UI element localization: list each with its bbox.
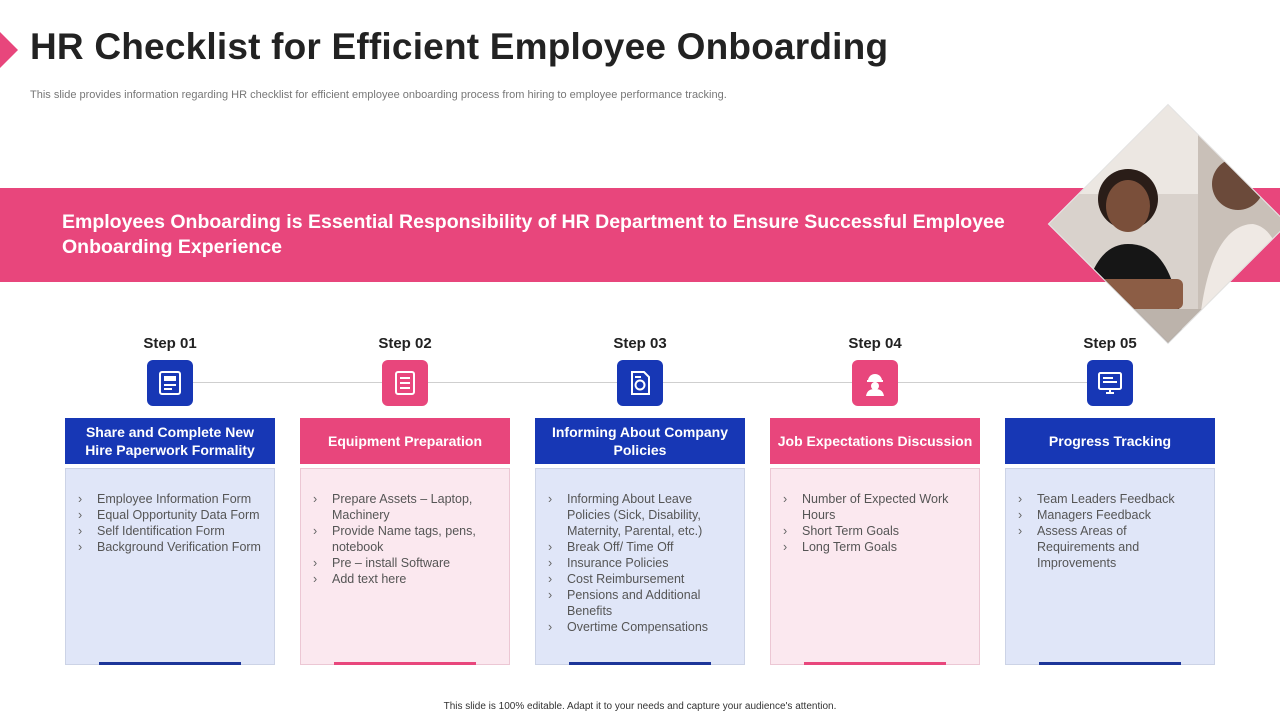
list-item: › Assess Areas of Requirements and Improvements — [1018, 523, 1204, 571]
step-label: Step 05 — [1083, 335, 1137, 352]
list-item: › Pensions and Additional Benefits — [548, 587, 734, 619]
card-bottom-bar — [569, 662, 711, 665]
list-item: › Cost Reimbursement — [548, 571, 734, 587]
step-heading: Share and Complete New Hire Paperwork Formality — [65, 418, 275, 464]
step-heading: Informing About Company Policies — [535, 418, 745, 464]
progress-monitor-icon — [1087, 360, 1133, 406]
step-card — [535, 468, 745, 665]
card-bottom-bar — [99, 662, 241, 665]
list-item: › Equal Opportunity Data Form — [78, 507, 264, 523]
card-bottom-bar — [1039, 662, 1181, 665]
photo-illustration — [1048, 104, 1280, 344]
list-item: › Insurance Policies — [548, 555, 734, 571]
step-label: Step 03 — [613, 335, 667, 352]
list-item: › Pre – install Software — [313, 555, 499, 571]
list-item: › Add text here — [313, 571, 499, 587]
step-card — [1005, 468, 1215, 665]
page-title: HR Checklist for Efficient Employee Onboarding — [30, 26, 889, 67]
page-subtitle: This slide provides information regarding HR checklist for efficient employee onboarding process from hiring to employee performance tracking. — [30, 89, 727, 101]
list-item: › Long Term Goals — [783, 539, 969, 555]
list-item: › Prepare Assets – Laptop, Machinery — [313, 491, 499, 523]
team-photo — [1048, 104, 1280, 344]
document-form-icon — [147, 360, 193, 406]
list-item: › Self Identification Form — [78, 523, 264, 539]
policy-document-icon — [617, 360, 663, 406]
step-card — [770, 468, 980, 665]
list-item: › Break Off/ Time Off — [548, 539, 734, 555]
step-card — [300, 468, 510, 665]
step-heading: Job Expectations Discussion — [770, 418, 980, 464]
list-item: › Short Term Goals — [783, 523, 969, 539]
card-bottom-bar — [334, 662, 476, 665]
banner-text: Employees Onboarding is Essential Responsibility of HR Department to Ensure Successful Employee Onboarding Experience — [62, 211, 1005, 258]
checklist-icon — [382, 360, 428, 406]
title-accent-triangle — [0, 32, 18, 68]
list-item: › Team Leaders Feedback — [1018, 491, 1204, 507]
step-label: Step 04 — [848, 335, 902, 352]
step-label: Step 01 — [143, 335, 197, 352]
step-heading: Progress Tracking — [1005, 418, 1215, 464]
list-item: › Provide Name tags, pens, notebook — [313, 523, 499, 555]
step-label: Step 02 — [378, 335, 432, 352]
card-bottom-bar — [804, 662, 946, 665]
step-heading: Equipment Preparation — [300, 418, 510, 464]
list-item: › Managers Feedback — [1018, 507, 1204, 523]
list-item: › Overtime Compensations — [548, 619, 734, 635]
step-card — [65, 468, 275, 665]
worker-tools-icon — [852, 360, 898, 406]
list-item: › Number of Expected Work Hours — [783, 491, 969, 523]
list-item: › Employee Information Form — [78, 491, 264, 507]
list-item: › Informing About Leave Policies (Sick, Disability, Maternity, Parental, etc.) — [548, 491, 734, 539]
footer-note: This slide is 100% editable. Adapt it to your needs and capture your audience's attention. — [443, 701, 837, 712]
list-item: › Background Verification Form — [78, 539, 264, 555]
